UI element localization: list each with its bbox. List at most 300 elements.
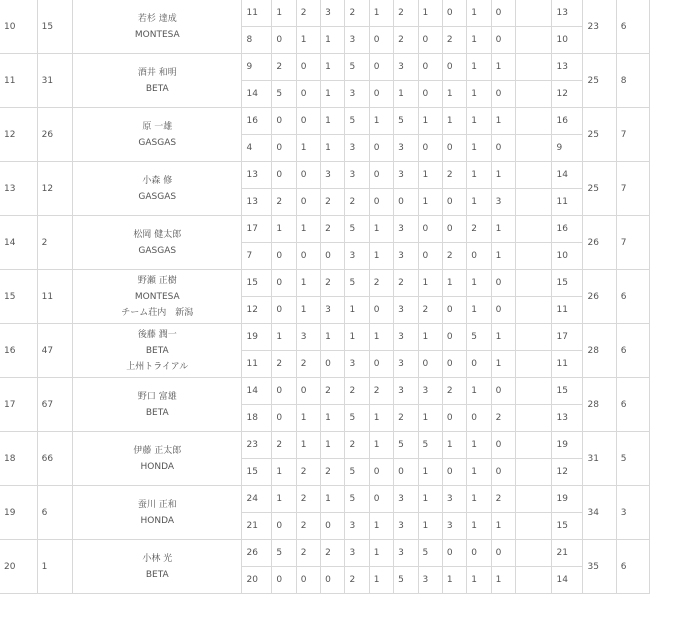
lap1-s10-cell: 1 xyxy=(491,216,515,243)
lap1-s4-cell: 1 xyxy=(345,324,369,351)
lap1-s5-cell: 2 xyxy=(369,378,393,405)
lap1-s6-cell: 2 xyxy=(394,270,418,297)
lap1-s10-cell: 1 xyxy=(491,324,515,351)
lap2-lap-sum-cell: 10 xyxy=(552,243,583,270)
lap1-s9-cell: 1 xyxy=(467,108,491,135)
lap2-s6-cell: 1 xyxy=(394,81,418,108)
lap1-s9-cell: 1 xyxy=(467,54,491,81)
rider-name: 酒井 和明 xyxy=(137,67,177,78)
lap2-s6-cell: 5 xyxy=(394,567,418,594)
lap2-s5-cell: 0 xyxy=(369,459,393,486)
rider-machine: GASGAS xyxy=(138,137,177,148)
lap1-s4-cell: 5 xyxy=(345,216,369,243)
lap2-s2-cell: 2 xyxy=(296,459,320,486)
lap2-blank-cell xyxy=(515,567,552,594)
rider-row-lap1 xyxy=(0,540,650,567)
lap1-blank-cell xyxy=(515,540,552,567)
lap1-s4-cell: 3 xyxy=(345,540,369,567)
lap1-s9-cell: 1 xyxy=(467,0,491,27)
lap1-s5-cell: 1 xyxy=(369,0,393,27)
lap1-s7-cell: 1 xyxy=(418,108,442,135)
lap1-s10-cell: 2 xyxy=(491,486,515,513)
rider-cell xyxy=(73,486,242,540)
lap2-s9-cell: 0 xyxy=(467,405,491,432)
lap1-s7-cell: 1 xyxy=(418,486,442,513)
lap1-s7-cell: 0 xyxy=(418,54,442,81)
lap2-s8-cell: 1 xyxy=(442,81,466,108)
lap2-s4-cell: 3 xyxy=(345,513,369,540)
lap2-s7-cell: 0 xyxy=(418,135,442,162)
lap2-s5-cell: 0 xyxy=(369,189,393,216)
lap2-s5-cell: 0 xyxy=(369,27,393,54)
lap2-s5-cell: 0 xyxy=(369,81,393,108)
lap1-s9-cell: 1 xyxy=(467,270,491,297)
lap1-s2-cell: 0 xyxy=(296,162,320,189)
number-cell: 12 xyxy=(37,162,72,216)
lap1-s8-cell: 0 xyxy=(442,540,466,567)
lap1-lap-total-cell: 24 xyxy=(242,486,272,513)
lap1-s4-cell: 3 xyxy=(345,162,369,189)
lap1-s7-cell: 1 xyxy=(418,324,442,351)
lap2-lap-sum-cell: 12 xyxy=(552,81,583,108)
lap1-s5-cell: 0 xyxy=(369,54,393,81)
lap2-s6-cell: 3 xyxy=(394,243,418,270)
lap2-s7-cell: 3 xyxy=(418,567,442,594)
lap2-s3-cell: 0 xyxy=(321,243,345,270)
lap1-lap-total-cell: 19 xyxy=(242,324,272,351)
lap1-s10-cell: 1 xyxy=(491,54,515,81)
lap2-s10-cell: 3 xyxy=(491,189,515,216)
lap1-s7-cell: 5 xyxy=(418,432,442,459)
lap1-s9-cell: 1 xyxy=(467,486,491,513)
lap2-s9-cell: 1 xyxy=(467,189,491,216)
lap1-s3-cell: 1 xyxy=(321,486,345,513)
lap2-s8-cell: 1 xyxy=(442,567,466,594)
lap1-s5-cell: 1 xyxy=(369,432,393,459)
lap2-s1-cell: 0 xyxy=(272,243,296,270)
lap2-blank-cell xyxy=(515,81,552,108)
lap2-s10-cell: 0 xyxy=(491,27,515,54)
rider-name: 野瀬 正樹 xyxy=(137,275,177,286)
rider-row-lap1 xyxy=(0,0,650,27)
lap1-s5-cell: 1 xyxy=(369,324,393,351)
cleans-cell: 6 xyxy=(616,378,649,432)
cleans-cell: 6 xyxy=(616,270,649,324)
lap2-s2-cell: 1 xyxy=(296,297,320,324)
lap2-s5-cell: 1 xyxy=(369,243,393,270)
lap1-blank-cell xyxy=(515,54,552,81)
lap2-s2-cell: 1 xyxy=(296,405,320,432)
lap1-s7-cell: 5 xyxy=(418,540,442,567)
lap1-blank-cell xyxy=(515,324,552,351)
lap1-s6-cell: 3 xyxy=(394,162,418,189)
lap1-s4-cell: 5 xyxy=(345,54,369,81)
lap2-s1-cell: 0 xyxy=(272,297,296,324)
lap1-s7-cell: 0 xyxy=(418,216,442,243)
lap2-s3-cell: 0 xyxy=(321,513,345,540)
lap1-s5-cell: 1 xyxy=(369,216,393,243)
lap2-s1-cell: 0 xyxy=(272,27,296,54)
lap2-s2-cell: 0 xyxy=(296,189,320,216)
lap1-s10-cell: 0 xyxy=(491,540,515,567)
lap1-lap-sum-cell: 17 xyxy=(552,324,583,351)
lap1-s2-cell: 2 xyxy=(296,486,320,513)
lap2-blank-cell xyxy=(515,243,552,270)
lap1-lap-sum-cell: 15 xyxy=(552,270,583,297)
lap2-s4-cell: 5 xyxy=(345,459,369,486)
rider-cell xyxy=(73,270,242,324)
lap2-s3-cell: 0 xyxy=(321,351,345,378)
number-cell: 26 xyxy=(37,108,72,162)
rider-club: 上州トライアル xyxy=(126,361,189,372)
lap2-blank-cell xyxy=(515,459,552,486)
lap1-s7-cell: 1 xyxy=(418,0,442,27)
lap2-s6-cell: 2 xyxy=(394,405,418,432)
lap1-s5-cell: 1 xyxy=(369,540,393,567)
lap1-s2-cell: 3 xyxy=(296,324,320,351)
lap1-lap-total-cell: 17 xyxy=(242,216,272,243)
lap1-s8-cell: 1 xyxy=(442,432,466,459)
total-cell: 31 xyxy=(583,432,616,486)
lap1-s3-cell: 1 xyxy=(321,432,345,459)
lap2-s1-cell: 0 xyxy=(272,513,296,540)
number-cell: 31 xyxy=(37,54,72,108)
lap2-s10-cell: 0 xyxy=(491,459,515,486)
lap1-blank-cell xyxy=(515,486,552,513)
lap1-s4-cell: 2 xyxy=(345,378,369,405)
rider-cell xyxy=(73,54,242,108)
lap1-lap-sum-cell: 16 xyxy=(552,216,583,243)
lap2-blank-cell xyxy=(515,513,552,540)
lap1-s9-cell: 2 xyxy=(467,216,491,243)
lap2-s4-cell: 1 xyxy=(345,297,369,324)
lap1-s3-cell: 1 xyxy=(321,108,345,135)
lap1-s7-cell: 1 xyxy=(418,270,442,297)
lap1-s1-cell: 2 xyxy=(272,432,296,459)
lap2-lap-total-cell: 8 xyxy=(242,27,272,54)
cleans-cell: 5 xyxy=(616,432,649,486)
lap1-blank-cell xyxy=(515,378,552,405)
rider-machine: HONDA xyxy=(140,461,175,472)
lap1-s6-cell: 3 xyxy=(394,378,418,405)
lap2-s2-cell: 0 xyxy=(296,567,320,594)
lap1-s4-cell: 2 xyxy=(345,432,369,459)
cleans-cell: 3 xyxy=(616,486,649,540)
lap2-lap-sum-cell: 10 xyxy=(552,27,583,54)
number-cell: 66 xyxy=(37,432,72,486)
lap2-s2-cell: 0 xyxy=(296,81,320,108)
lap1-lap-sum-cell: 19 xyxy=(552,486,583,513)
rider-machine: HONDA xyxy=(140,515,175,526)
lap2-s10-cell: 1 xyxy=(491,567,515,594)
lap1-s10-cell: 1 xyxy=(491,108,515,135)
lap2-s10-cell: 1 xyxy=(491,351,515,378)
cleans-cell: 8 xyxy=(616,54,649,108)
lap1-blank-cell xyxy=(515,108,552,135)
lap2-s7-cell: 0 xyxy=(418,351,442,378)
lap1-s4-cell: 5 xyxy=(345,486,369,513)
cleans-cell: 7 xyxy=(616,216,649,270)
lap2-s7-cell: 1 xyxy=(418,459,442,486)
lap1-s1-cell: 1 xyxy=(272,0,296,27)
rider-name: 野口 富雄 xyxy=(137,391,177,402)
lap2-s1-cell: 0 xyxy=(272,135,296,162)
lap1-s3-cell: 3 xyxy=(321,162,345,189)
total-cell: 26 xyxy=(583,216,616,270)
rank-cell: 16 xyxy=(0,324,37,378)
lap1-s3-cell: 3 xyxy=(321,0,345,27)
rank-cell: 19 xyxy=(0,486,37,540)
lap1-lap-sum-cell: 13 xyxy=(552,54,583,81)
lap1-s6-cell: 3 xyxy=(394,486,418,513)
lap1-s2-cell: 0 xyxy=(296,54,320,81)
lap2-s10-cell: 0 xyxy=(491,297,515,324)
lap2-s3-cell: 2 xyxy=(321,189,345,216)
lap1-lap-total-cell: 9 xyxy=(242,54,272,81)
lap1-blank-cell xyxy=(515,432,552,459)
lap2-s9-cell: 1 xyxy=(467,81,491,108)
lap2-s3-cell: 0 xyxy=(321,567,345,594)
total-cell: 34 xyxy=(583,486,616,540)
lap2-s6-cell: 3 xyxy=(394,513,418,540)
lap2-s8-cell: 3 xyxy=(442,513,466,540)
lap2-s3-cell: 2 xyxy=(321,459,345,486)
lap2-s5-cell: 1 xyxy=(369,567,393,594)
lap2-s6-cell: 3 xyxy=(394,351,418,378)
lap1-s8-cell: 0 xyxy=(442,54,466,81)
lap2-s2-cell: 2 xyxy=(296,513,320,540)
lap2-lap-total-cell: 18 xyxy=(242,405,272,432)
lap2-lap-sum-cell: 14 xyxy=(552,567,583,594)
rider-machine: BETA xyxy=(145,569,169,580)
lap2-lap-sum-cell: 9 xyxy=(552,135,583,162)
lap1-s10-cell: 1 xyxy=(491,162,515,189)
lap2-s9-cell: 0 xyxy=(467,351,491,378)
lap2-s5-cell: 1 xyxy=(369,405,393,432)
total-cell: 25 xyxy=(583,108,616,162)
rider-row-lap1 xyxy=(0,432,650,459)
lap1-s8-cell: 0 xyxy=(442,216,466,243)
lap2-s3-cell: 3 xyxy=(321,297,345,324)
cleans-cell: 6 xyxy=(616,540,649,594)
lap2-s10-cell: 0 xyxy=(491,81,515,108)
rank-cell: 18 xyxy=(0,432,37,486)
lap2-s8-cell: 2 xyxy=(442,243,466,270)
lap1-s2-cell: 0 xyxy=(296,108,320,135)
lap1-blank-cell xyxy=(515,270,552,297)
lap2-s9-cell: 1 xyxy=(467,297,491,324)
lap1-lap-sum-cell: 13 xyxy=(552,0,583,27)
lap1-s5-cell: 2 xyxy=(369,270,393,297)
rider-name: 蚕川 正和 xyxy=(137,499,177,510)
rider-row-lap1 xyxy=(0,216,650,243)
rank-cell: 17 xyxy=(0,378,37,432)
lap2-s8-cell: 0 xyxy=(442,135,466,162)
rider-name: 松岡 健太郎 xyxy=(133,229,182,240)
total-cell: 28 xyxy=(583,378,616,432)
lap2-lap-total-cell: 15 xyxy=(242,459,272,486)
total-cell: 26 xyxy=(583,270,616,324)
lap1-lap-sum-cell: 19 xyxy=(552,432,583,459)
lap2-s1-cell: 2 xyxy=(272,351,296,378)
lap1-blank-cell xyxy=(515,216,552,243)
lap2-blank-cell xyxy=(515,135,552,162)
rank-cell: 13 xyxy=(0,162,37,216)
lap2-s8-cell: 0 xyxy=(442,297,466,324)
rider-cell xyxy=(73,432,242,486)
lap2-s8-cell: 0 xyxy=(442,405,466,432)
lap2-s5-cell: 1 xyxy=(369,513,393,540)
rider-machine: GASGAS xyxy=(138,191,177,202)
lap1-s1-cell: 0 xyxy=(272,162,296,189)
lap2-lap-total-cell: 21 xyxy=(242,513,272,540)
rank-cell: 12 xyxy=(0,108,37,162)
total-cell: 25 xyxy=(583,54,616,108)
rider-club: チーム荘内 新潟 xyxy=(121,307,194,318)
rank-cell: 10 xyxy=(0,0,37,54)
lap2-s2-cell: 0 xyxy=(296,243,320,270)
lap1-lap-total-cell: 11 xyxy=(242,0,272,27)
rider-cell xyxy=(73,216,242,270)
number-cell: 1 xyxy=(37,540,72,594)
lap1-s5-cell: 0 xyxy=(369,162,393,189)
lap1-s8-cell: 3 xyxy=(442,486,466,513)
lap1-s1-cell: 1 xyxy=(272,324,296,351)
rider-cell xyxy=(73,0,242,54)
lap1-lap-total-cell: 26 xyxy=(242,540,272,567)
lap1-s5-cell: 0 xyxy=(369,486,393,513)
rank-cell: 14 xyxy=(0,216,37,270)
rider-name: 若杉 達成 xyxy=(137,13,177,24)
lap2-s7-cell: 2 xyxy=(418,297,442,324)
lap2-s10-cell: 1 xyxy=(491,513,515,540)
lap1-s6-cell: 5 xyxy=(394,108,418,135)
lap1-s2-cell: 1 xyxy=(296,432,320,459)
lap2-s1-cell: 0 xyxy=(272,567,296,594)
lap1-s6-cell: 2 xyxy=(394,0,418,27)
lap1-s2-cell: 2 xyxy=(296,0,320,27)
rank-cell: 20 xyxy=(0,540,37,594)
number-cell: 2 xyxy=(37,216,72,270)
number-cell: 15 xyxy=(37,0,72,54)
lap1-s3-cell: 1 xyxy=(321,324,345,351)
lap2-s9-cell: 1 xyxy=(467,567,491,594)
lap1-s8-cell: 0 xyxy=(442,0,466,27)
lap1-s7-cell: 3 xyxy=(418,378,442,405)
total-cell: 35 xyxy=(583,540,616,594)
lap2-s5-cell: 0 xyxy=(369,297,393,324)
rider-name: 伊藤 正太郎 xyxy=(133,445,182,456)
lap1-s4-cell: 2 xyxy=(345,0,369,27)
lap2-s7-cell: 0 xyxy=(418,243,442,270)
lap2-s8-cell: 0 xyxy=(442,351,466,378)
lap1-s3-cell: 2 xyxy=(321,216,345,243)
lap2-s2-cell: 2 xyxy=(296,351,320,378)
lap1-s9-cell: 5 xyxy=(467,324,491,351)
lap2-blank-cell xyxy=(515,297,552,324)
lap1-s9-cell: 1 xyxy=(467,432,491,459)
lap1-s8-cell: 1 xyxy=(442,108,466,135)
total-cell: 25 xyxy=(583,162,616,216)
lap1-lap-sum-cell: 21 xyxy=(552,540,583,567)
rider-cell xyxy=(73,540,242,594)
lap2-s7-cell: 1 xyxy=(418,513,442,540)
lap2-lap-sum-cell: 13 xyxy=(552,405,583,432)
rank-cell: 11 xyxy=(0,54,37,108)
lap2-s4-cell: 3 xyxy=(345,243,369,270)
rider-name: 原 一雄 xyxy=(142,121,173,132)
lap2-blank-cell xyxy=(515,351,552,378)
lap2-s6-cell: 3 xyxy=(394,135,418,162)
lap2-s2-cell: 1 xyxy=(296,27,320,54)
lap2-s1-cell: 5 xyxy=(272,81,296,108)
lap1-s8-cell: 2 xyxy=(442,162,466,189)
rank-cell: 15 xyxy=(0,270,37,324)
rider-row-lap1 xyxy=(0,270,650,297)
lap2-s4-cell: 3 xyxy=(345,27,369,54)
lap2-s7-cell: 0 xyxy=(418,81,442,108)
lap1-s10-cell: 0 xyxy=(491,378,515,405)
lap1-s2-cell: 1 xyxy=(296,216,320,243)
lap2-s4-cell: 2 xyxy=(345,567,369,594)
lap1-s1-cell: 5 xyxy=(272,540,296,567)
rider-cell xyxy=(73,162,242,216)
lap2-blank-cell xyxy=(515,27,552,54)
lap1-s8-cell: 2 xyxy=(442,378,466,405)
rider-cell xyxy=(73,108,242,162)
rider-row-lap1 xyxy=(0,324,650,351)
number-cell: 47 xyxy=(37,324,72,378)
lap2-s9-cell: 1 xyxy=(467,459,491,486)
rider-machine: MONTESA xyxy=(134,29,180,40)
lap1-lap-total-cell: 16 xyxy=(242,108,272,135)
lap2-s3-cell: 1 xyxy=(321,81,345,108)
lap2-lap-sum-cell: 11 xyxy=(552,297,583,324)
rider-machine: BETA xyxy=(145,345,169,356)
lap2-s7-cell: 1 xyxy=(418,189,442,216)
lap2-s5-cell: 0 xyxy=(369,351,393,378)
lap2-s6-cell: 2 xyxy=(394,27,418,54)
lap2-s9-cell: 1 xyxy=(467,513,491,540)
total-cell: 28 xyxy=(583,324,616,378)
rider-machine: BETA xyxy=(145,83,169,94)
lap2-s7-cell: 1 xyxy=(418,405,442,432)
lap1-s2-cell: 1 xyxy=(296,270,320,297)
lap1-s3-cell: 2 xyxy=(321,270,345,297)
lap2-s9-cell: 0 xyxy=(467,243,491,270)
lap1-s3-cell: 2 xyxy=(321,540,345,567)
cleans-cell: 6 xyxy=(616,324,649,378)
lap2-s10-cell: 0 xyxy=(491,135,515,162)
lap1-s7-cell: 1 xyxy=(418,162,442,189)
lap1-s2-cell: 0 xyxy=(296,378,320,405)
lap2-s1-cell: 2 xyxy=(272,189,296,216)
rider-cell xyxy=(73,324,242,378)
rider-cell xyxy=(73,378,242,432)
lap2-s2-cell: 1 xyxy=(296,135,320,162)
cleans-cell: 7 xyxy=(616,162,649,216)
lap2-s9-cell: 1 xyxy=(467,135,491,162)
lap2-blank-cell xyxy=(515,405,552,432)
lap1-lap-sum-cell: 15 xyxy=(552,378,583,405)
lap2-lap-total-cell: 11 xyxy=(242,351,272,378)
lap2-s3-cell: 1 xyxy=(321,405,345,432)
number-cell: 67 xyxy=(37,378,72,432)
rider-row-lap1 xyxy=(0,162,650,189)
lap2-s6-cell: 0 xyxy=(394,459,418,486)
lap1-s9-cell: 1 xyxy=(467,378,491,405)
rider-row-lap1 xyxy=(0,54,650,81)
